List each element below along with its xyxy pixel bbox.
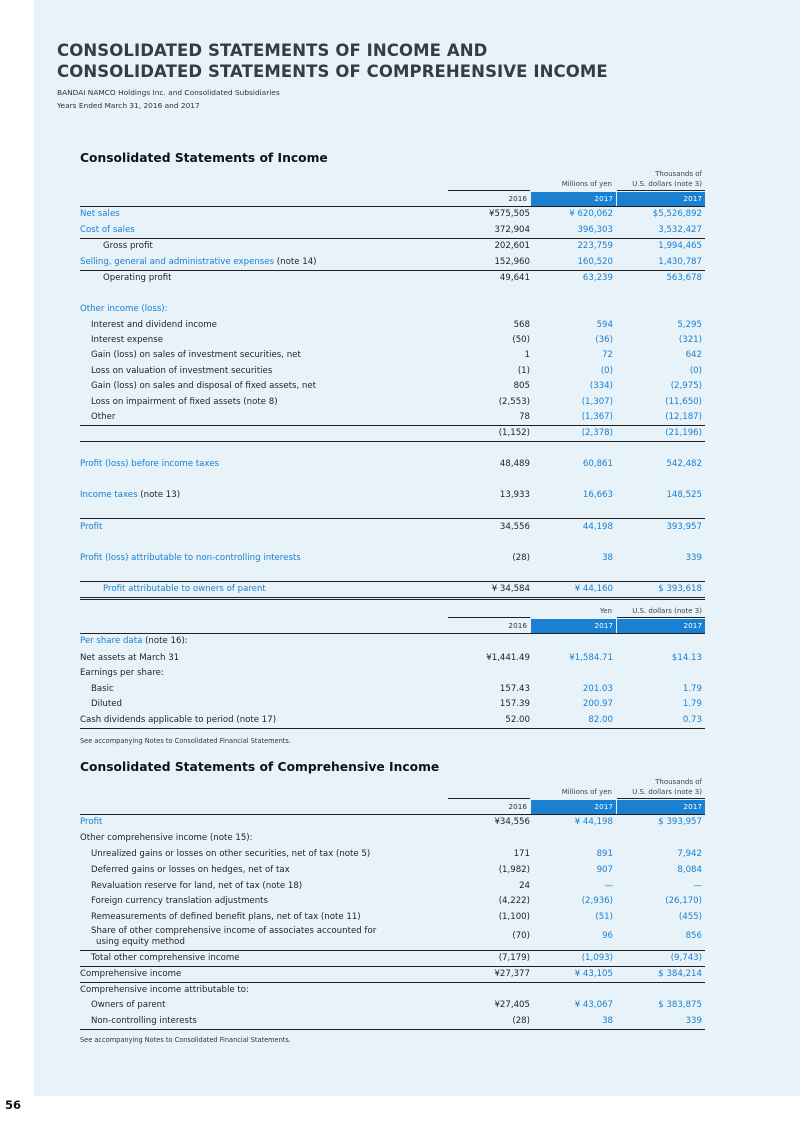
row-label: Deferred gains or losses on hedges, net of tax	[91, 865, 290, 875]
pershare-col-usd: 2017	[617, 619, 705, 633]
value-usd: 0.73	[682, 715, 702, 725]
pershare-col-2017: 2017	[531, 619, 616, 633]
pershare-unit-yen: Yen	[599, 607, 612, 615]
value-usd: $ 393,957	[658, 817, 702, 827]
value-2016: ¥34,556	[494, 817, 530, 827]
value-usd: (11,650)	[665, 397, 702, 407]
value-usd: $ 393,618	[658, 584, 702, 594]
value-usd: 3,532,427	[658, 225, 702, 235]
row-label	[91, 926, 376, 948]
value-2016: 24	[519, 881, 530, 891]
income-unit-usd-line2: U.S. dollars (note 3)	[632, 179, 702, 188]
value-usd: (455)	[678, 912, 702, 922]
income-header-rule-2016	[448, 190, 530, 191]
value-2017: 223,759	[577, 241, 613, 251]
pershare-row-net-assets	[80, 651, 705, 666]
row-label-line1: Share of other comprehensive income of associates accounted for	[91, 926, 377, 936]
income-row-income-taxes	[80, 488, 705, 503]
comp-unit-usd	[610, 778, 702, 797]
value-usd: 642	[685, 350, 702, 360]
value-usd: 5,295	[677, 320, 702, 330]
value-2017: 160,520	[577, 257, 613, 267]
income-col-usd: 2017	[617, 192, 705, 206]
income-section-title: Consolidated Statements of Income	[80, 151, 328, 165]
company-name: BANDAI NAMCO Holdings Inc. and Consolidated Subsidiaries	[57, 88, 280, 97]
value-2017: 60,861	[582, 459, 613, 469]
value-2017: 396,303	[577, 225, 613, 235]
income-col-2016: 2016	[508, 194, 527, 203]
value-usd: 1,430,787	[658, 257, 702, 267]
value-2016: (7,179)	[498, 953, 530, 963]
value-2016: 805	[513, 381, 530, 391]
row-label: Interest expense	[91, 335, 164, 345]
value-usd: $14.13	[671, 653, 702, 663]
value-usd: 8,084	[677, 865, 702, 875]
row-label: Loss on impairment of fixed assets (note 8)	[91, 397, 278, 407]
income-row-profit-before-tax	[80, 457, 705, 472]
pershare-header-rule-2016	[448, 617, 530, 618]
value-2016: 34,556	[499, 522, 530, 532]
income-row-gain-fixed-assets	[80, 379, 705, 394]
row-label: Profit attributable to owners of parent	[103, 584, 266, 594]
value-2017: ¥ 44,160	[574, 584, 613, 594]
income-row-other	[80, 410, 705, 425]
value-2016: 372,904	[494, 225, 530, 235]
comp-col-2016: 2016	[508, 802, 527, 811]
value-usd: 148,525	[666, 490, 702, 500]
comp-footnote: See accompanying Notes to Consolidated Financial Statements.	[80, 1036, 291, 1044]
row-label: Non-controlling interests	[91, 1016, 197, 1026]
value-usd: (12,187)	[665, 412, 702, 422]
row-label: Basic	[91, 684, 114, 694]
pershare-row-heading	[80, 634, 705, 649]
comp-row-remeasurements	[80, 910, 705, 925]
pershare-col-2016: 2016	[508, 621, 527, 630]
page-title-line-1: CONSOLIDATED STATEMENTS OF INCOME AND	[57, 41, 488, 60]
comp-row-unrealized	[80, 847, 705, 862]
value-2016: 568	[513, 320, 530, 330]
income-unit-yen: Millions of yen	[561, 180, 612, 188]
comp-unit-yen: Millions of yen	[561, 788, 612, 796]
row-label: Revaluation reserve for land, net of tax (note 18)	[91, 881, 303, 891]
row-label: Profit	[80, 817, 103, 827]
value-2016: 49,641	[499, 273, 530, 283]
row-label: Other income (loss):	[80, 304, 168, 314]
value-2017: 63,239	[582, 273, 613, 283]
value-2017: (2,936)	[581, 896, 613, 906]
value-2017: (1,093)	[581, 953, 613, 963]
income-row-other-total	[80, 426, 705, 441]
value-usd: (26,170)	[665, 896, 702, 906]
value-2016: (4,222)	[498, 896, 530, 906]
row-note: (note 13)	[137, 490, 181, 500]
value-2016: (70)	[512, 931, 530, 941]
income-row-non-controlling	[80, 551, 705, 566]
comp-col-2017: 2017	[531, 800, 616, 814]
value-usd: 339	[685, 1016, 702, 1026]
value-usd: (9,743)	[670, 953, 702, 963]
row-label-text: Income taxes	[80, 490, 138, 500]
row-label: Foreign currency translation adjustments	[91, 896, 269, 906]
row-label-text: Per share data	[80, 636, 143, 646]
row-label: Gross profit	[103, 241, 153, 251]
row-label: Operating profit	[103, 273, 172, 283]
value-2017: 82.00	[588, 715, 613, 725]
value-2017: ¥ 43,105	[574, 969, 613, 979]
income-unit-usd	[610, 170, 702, 189]
row-label: Comprehensive income attributable to:	[80, 985, 249, 995]
value-2016: 13,933	[499, 490, 530, 500]
value-2016: 52.00	[505, 715, 530, 725]
value-usd: 856	[685, 931, 702, 941]
value-2017: 891	[596, 849, 613, 859]
value-2016: 78	[519, 412, 530, 422]
value-2016: (50)	[512, 335, 530, 345]
value-2017: 200.97	[582, 699, 613, 709]
value-2016: (1,100)	[498, 912, 530, 922]
value-2017: (0)	[600, 366, 613, 376]
value-2017: (36)	[595, 335, 613, 345]
value-usd: 563,678	[666, 273, 702, 283]
row-label: Profit (loss) before income taxes	[80, 459, 220, 469]
value-2016: ¥27,405	[494, 1000, 530, 1010]
row-label: Other	[91, 412, 116, 422]
income-row-cost-of-sales	[80, 223, 705, 238]
row-label: Profit (loss) attributable to non-controlling interests	[80, 553, 301, 563]
value-usd: 393,957	[666, 522, 702, 532]
value-2017: 907	[596, 865, 613, 875]
value-2017: (334)	[589, 381, 613, 391]
value-usd: 7,942	[677, 849, 702, 859]
page-number: 56	[5, 1098, 22, 1112]
rule	[80, 1029, 705, 1030]
value-usd: $ 384,214	[658, 969, 702, 979]
row-label: Cash dividends applicable to period (note 17)	[80, 715, 277, 725]
row-label-text: Selling, general and administrative expenses	[80, 257, 275, 267]
value-2017: (1,307)	[581, 397, 613, 407]
row-label: Net sales	[80, 209, 120, 219]
income-row-other-income-heading	[80, 302, 705, 317]
row-label: Profit	[80, 522, 103, 532]
pershare-row-dividends	[80, 713, 705, 728]
comp-unit-usd-line1: Thousands of	[655, 778, 702, 786]
comp-row-oci-heading	[80, 831, 705, 846]
row-label-line2: using equity method	[96, 937, 185, 947]
row-label	[80, 634, 188, 649]
rule	[80, 597, 705, 598]
value-2016: (2,553)	[498, 397, 530, 407]
value-2016: (1,982)	[498, 865, 530, 875]
pershare-footnote: See accompanying Notes to Consolidated Financial Statements.	[80, 737, 291, 745]
comp-unit-usd-line2: U.S. dollars (note 3)	[632, 787, 702, 796]
comp-row-comprehensive-income	[80, 967, 705, 982]
value-usd: 1.79	[682, 699, 702, 709]
comp-row-owners	[80, 998, 705, 1013]
row-label: Interest and dividend income	[91, 320, 217, 330]
income-row-loss-valuation	[80, 364, 705, 379]
value-2017: ¥ 620,062	[569, 209, 613, 219]
value-2017: (51)	[595, 912, 613, 922]
row-label: Cost of sales	[80, 225, 135, 235]
income-row-operating-profit	[80, 271, 705, 286]
comp-row-associates	[80, 926, 705, 947]
row-note: (note 14)	[274, 257, 317, 267]
income-row-gain-investment	[80, 348, 705, 363]
value-usd: —	[693, 881, 702, 891]
value-2017: 72	[602, 350, 613, 360]
income-row-interest-expense	[80, 333, 705, 348]
comp-row-profit	[80, 815, 705, 830]
pershare-unit-usd: U.S. dollars (note 3)	[632, 607, 702, 615]
comp-header-rule-2016	[448, 798, 530, 799]
comp-col-usd: 2017	[617, 800, 705, 814]
value-2016: ¥1,441.49	[486, 653, 530, 663]
value-2016: ¥575,505	[488, 209, 530, 219]
value-2017: 594	[596, 320, 613, 330]
value-2016: ¥27,377	[494, 969, 530, 979]
row-label: Diluted	[91, 699, 122, 709]
income-col-2017: 2017	[531, 192, 616, 206]
value-2016: (1,152)	[498, 428, 530, 438]
row-label: Net assets at March 31	[80, 653, 180, 663]
row-label: Remeasurements of defined benefit plans, net of tax (note 11)	[91, 912, 361, 922]
value-2017: (2,378)	[581, 428, 613, 438]
value-usd: 542,482	[666, 459, 702, 469]
value-2017: 201.03	[582, 684, 613, 694]
value-2017: 96	[602, 931, 613, 941]
value-2017: ¥ 44,198	[574, 817, 613, 827]
value-2016: ¥ 34,584	[491, 584, 530, 594]
value-2016: 48,489	[499, 459, 530, 469]
value-usd: $ 383,875	[658, 1000, 702, 1010]
income-row-profit	[80, 520, 705, 535]
row-label: Total other comprehensive income	[91, 953, 240, 963]
value-2017: —	[604, 881, 613, 891]
value-usd: (2,975)	[670, 381, 702, 391]
value-2017: ¥1,584.71	[569, 653, 613, 663]
row-label: Unrealized gains or losses on other securities, net of tax (note 5)	[91, 849, 371, 859]
value-2016: 171	[513, 849, 530, 859]
comp-row-revaluation	[80, 879, 705, 894]
value-usd: $5,526,892	[652, 209, 702, 219]
value-2016: 202,601	[494, 241, 530, 251]
value-2016: (1)	[517, 366, 530, 376]
row-label: Earnings per share:	[80, 668, 164, 678]
value-2016: 157.39	[499, 699, 530, 709]
rule	[80, 728, 705, 729]
rule	[80, 441, 705, 442]
comp-row-hedges	[80, 863, 705, 878]
value-usd: (0)	[689, 366, 702, 376]
value-2016: (28)	[512, 1016, 530, 1026]
page-title	[57, 40, 608, 82]
income-header-rule-usd	[617, 190, 705, 191]
row-label: Gain (loss) on sales and disposal of fixed assets, net	[91, 381, 317, 391]
pershare-row-diluted	[80, 697, 705, 712]
pershare-row-eps-heading	[80, 666, 705, 681]
row-label: Owners of parent	[91, 1000, 166, 1010]
row-note: (note 16):	[142, 636, 188, 646]
value-2017: 38	[602, 553, 613, 563]
comprehensive-section-title: Consolidated Statements of Comprehensive Income	[80, 760, 440, 774]
value-2016: (28)	[512, 553, 530, 563]
row-label: Gain (loss) on sales of investment securities, net	[91, 350, 301, 360]
comp-row-non-controlling	[80, 1014, 705, 1029]
comp-row-total-oci	[80, 951, 705, 966]
comp-header-rule-usd	[617, 798, 705, 799]
value-usd: 1,994,465	[658, 241, 702, 251]
value-usd: (321)	[678, 335, 702, 345]
value-2016: 152,960	[494, 257, 530, 267]
value-usd: (21,196)	[665, 428, 702, 438]
income-row-sga	[80, 255, 705, 270]
value-2017: 44,198	[582, 522, 613, 532]
comp-row-fx	[80, 894, 705, 909]
row-label: Loss on valuation of investment securities	[91, 366, 273, 376]
comp-row-attributable-heading	[80, 983, 705, 998]
rule	[80, 518, 705, 519]
income-row-gross-profit	[80, 239, 705, 254]
value-2016: 1	[524, 350, 530, 360]
row-label: Comprehensive income	[80, 969, 182, 979]
value-usd: 339	[685, 553, 702, 563]
income-unit-usd-line1: Thousands of	[655, 170, 702, 178]
rule-double	[80, 599, 705, 600]
period-text: Years Ended March 31, 2016 and 2017	[57, 101, 200, 110]
income-row-net-sales	[80, 207, 705, 222]
row-label	[80, 255, 317, 270]
value-2017: 16,663	[582, 490, 613, 500]
income-row-interest-dividend	[80, 318, 705, 333]
value-2017: 38	[602, 1016, 613, 1026]
pershare-row-basic	[80, 682, 705, 697]
row-label	[80, 488, 180, 503]
value-usd: 1.79	[682, 684, 702, 694]
value-2017: ¥ 43,067	[574, 1000, 613, 1010]
income-row-impairment	[80, 395, 705, 410]
page-title-line-2: CONSOLIDATED STATEMENTS OF COMPREHENSIVE INCOME	[57, 62, 608, 81]
value-2017: (1,367)	[581, 412, 613, 422]
row-label: Other comprehensive income (note 15):	[80, 833, 253, 843]
pershare-header-rule-usd	[617, 617, 705, 618]
income-row-owners-of-parent	[80, 582, 705, 597]
value-2016: 157.43	[499, 684, 530, 694]
